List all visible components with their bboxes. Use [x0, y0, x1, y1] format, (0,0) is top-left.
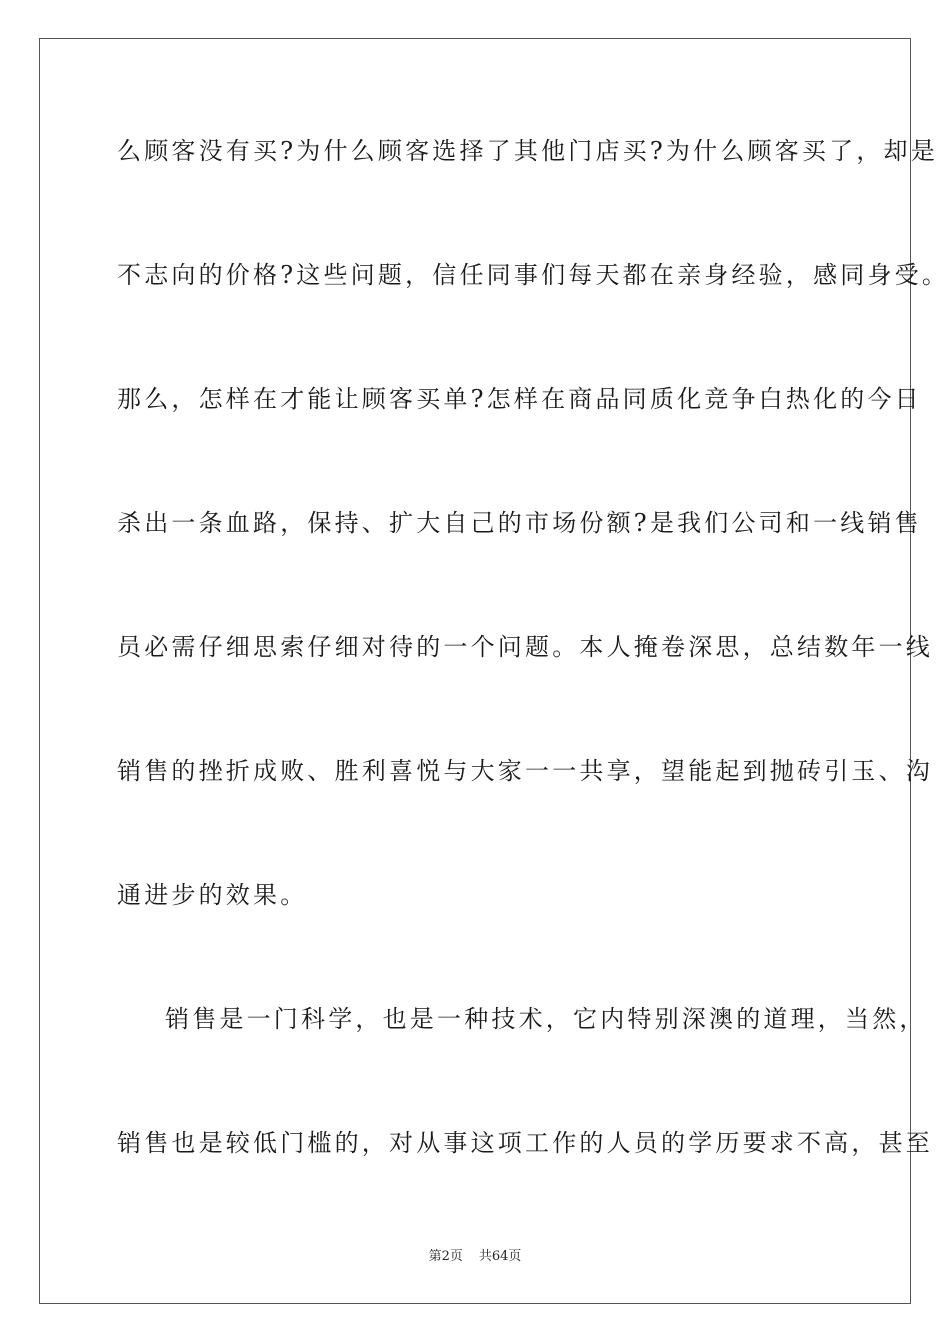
- paragraph-line: 通进步的效果。: [117, 881, 308, 909]
- paragraph-line: 员必需仔细思索仔细对待的一个问题。本人掩卷深思，总结数年一线: [117, 633, 933, 661]
- page-number: 第2页: [428, 1249, 463, 1264]
- page-border: [39, 38, 950, 1304]
- paragraph-line-indented: 销售是一门科学，也是一种技术，它内特别深澳的道理，当然，: [165, 1005, 927, 1033]
- paragraph-line: 么顾客没有买?为什么顾客选择了其他门店买?为什么顾客买了，却是: [117, 137, 938, 165]
- paragraph-line: 杀出一条血路，保持、扩大自己的市场份额?是我们公司和一线销售: [117, 509, 922, 537]
- paragraph-line: 销售也是较低门槛的，对从事这项工作的人员的学历要求不高，甚至: [117, 1129, 933, 1157]
- paragraph-line: 那么，怎样在才能让顾客买单?怎样在商品同质化竞争白热化的今日: [117, 385, 922, 413]
- total-pages: 共64页: [478, 1249, 522, 1264]
- paragraph-line: 不志向的价格?这些问题，信任同事们每天都在亲身经验，感同身受。: [117, 261, 950, 289]
- page-footer: [0, 1248, 950, 1266]
- paragraph-line: 销售的挫折成败、胜利喜悦与大家一一共享，望能起到抛砖引玉、沟: [117, 757, 933, 785]
